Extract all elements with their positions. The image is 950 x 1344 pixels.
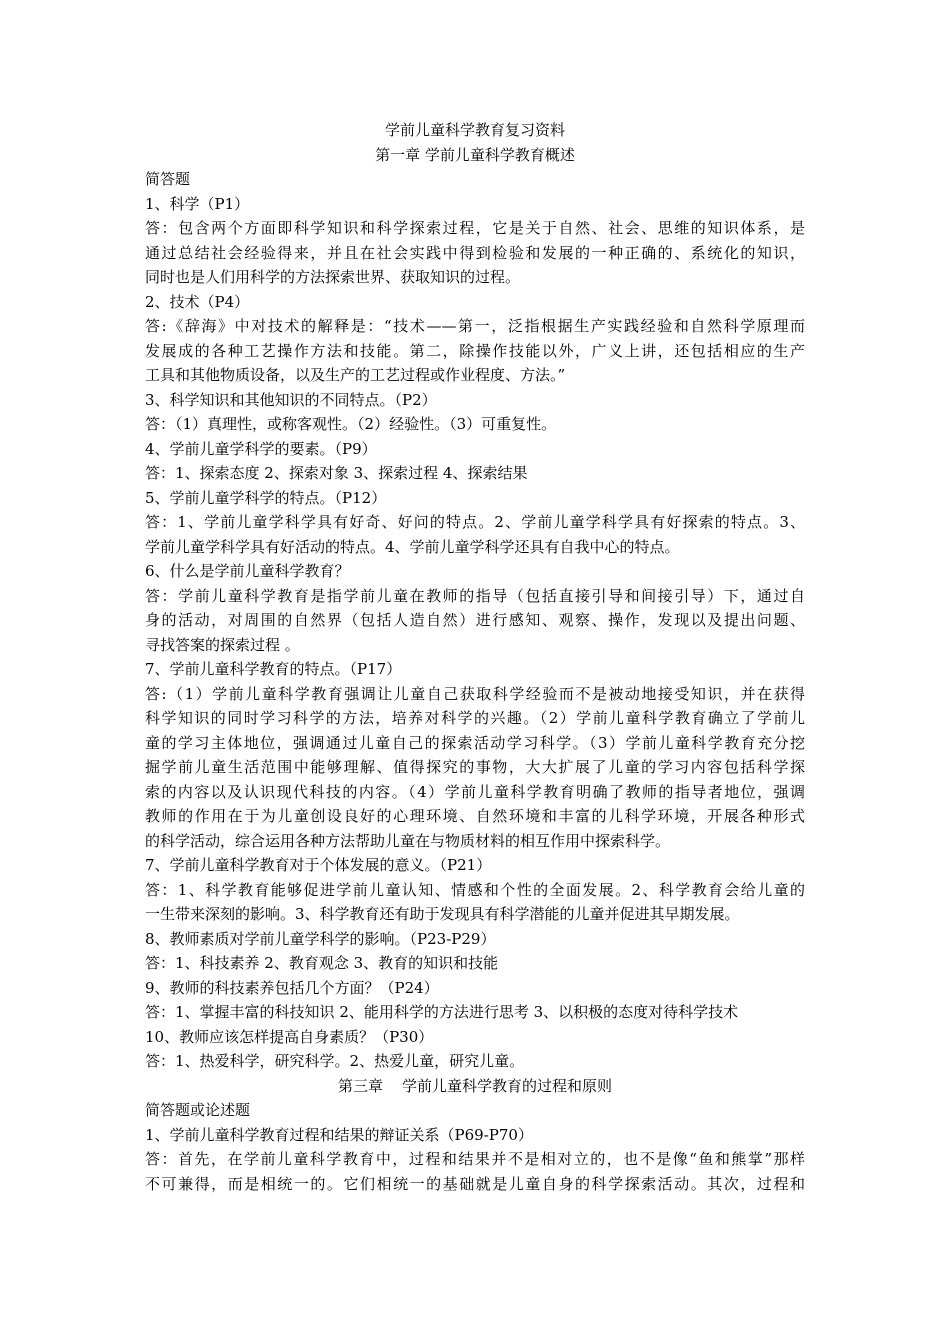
document-line: 答：1、探索态度 2、探索对象 3、探索过程 4、探索结果 bbox=[145, 464, 528, 482]
document-line: 答:（1）学前儿童科学教育强调让儿童自己获取科学经验而不是被动地接受知识，并在获得 bbox=[145, 684, 805, 703]
document-line: 简答题或论述题 bbox=[145, 1101, 251, 1119]
document-page bbox=[145, 118, 805, 1196]
document-line: 答：1、科学教育能够促进学前儿童认知、情感和个性的全面发展。2、科学教育会给儿童的 bbox=[145, 880, 805, 899]
document-line: 6、什么是学前儿童科学教育？ bbox=[145, 562, 350, 580]
document-line: 答:《辞海》中对技术的解释是：“技术——第一，泛指根据生产实践经验和自然科学原理而 bbox=[145, 317, 805, 335]
document-line: 教师的作用在于为儿童创设良好的心理环境、自然环境和丰富的儿科学环境，开展各种形式 bbox=[145, 807, 805, 825]
document-line: 7、学前儿童科学教育对于个体发展的意义。（P21） bbox=[145, 856, 492, 874]
document-title: 学前儿童科学教育复习资料 bbox=[384, 121, 565, 139]
document-line: 第三章 学前儿童科学教育的过程和原则 bbox=[337, 1076, 613, 1095]
document-line: 同时也是人们用科学的方法探索世界、获取知识的过程。 bbox=[145, 268, 521, 286]
document-line: 答：1、学前儿童学科学具有好奇、好问的特点。2、学前儿童学科学具有好探索的特点。3、 bbox=[145, 513, 805, 531]
document-line: 掘学前儿童生活范围中能够理解、值得探究的事物，大大扩展了儿童的学习内容包括科学探 bbox=[145, 758, 805, 776]
document-line: 身的活动，对周围的自然界（包括人造自然）进行感知、观察、操作，发现以及提出问题、 bbox=[145, 611, 805, 629]
document-line: 8、教师素质对学前儿童学科学的影响。（P23-P29） bbox=[145, 929, 496, 948]
document-line: 答：包含两个方面即科学知识和科学探索过程，它是关于自然、社会、思维的知识体系，是 bbox=[145, 219, 805, 237]
document-line: 答：学前儿童科学教育是指学前儿童在教师的指导（包括直接引导和间接引导）下，通过自 bbox=[145, 586, 805, 605]
document-line: 1、学前儿童科学教育过程和结果的辩证关系（P69-P70） bbox=[145, 1125, 533, 1144]
document-line: 答：1、科技素养 2、教育观念 3、教育的知识和技能 bbox=[145, 954, 499, 972]
document-line: 学前儿童学科学具有好活动的特点。4、学前儿童学科学还具有自我中心的特点。 bbox=[145, 537, 680, 556]
document-line: 7、学前儿童科学教育的特点。（P17） bbox=[145, 660, 402, 678]
document-line: 科学知识的同时学习科学的方法，培养对科学的兴趣。（2）学前儿童科学教育确立了学前儿 bbox=[145, 709, 805, 727]
document-line: 索的内容以及认识现代科技的内容。（4）学前儿童科学教育明确了教师的指导者地位，强调 bbox=[145, 782, 805, 801]
document-line: 答：1、热爱科学，研究科学。2、热爱儿童，研究儿童。 bbox=[145, 1052, 525, 1070]
document-line: 第一章 学前儿童科学教育概述 bbox=[375, 145, 575, 164]
document-line: 10、教师应该怎样提高自身素质？（P30） bbox=[145, 1027, 434, 1046]
document-line: 的科学活动，综合运用各种方法帮助儿童在与物质材料的相互作用中探索科学。 bbox=[145, 831, 671, 850]
document-line: 9、教师的科技素养包括几个方面？（P24） bbox=[145, 978, 439, 997]
document-line: 5、学前儿童学科学的特点。（P12） bbox=[145, 488, 387, 507]
document-line: 4、学前儿童学科学的要素。（P9） bbox=[145, 439, 377, 458]
document-line: 童的学习主体地位，强调通过儿童自己的探索活动学习科学。（3）学前儿童科学教育充分挖 bbox=[145, 733, 805, 752]
document-line: 答：1、掌握丰富的科技知识 2、能用科学的方法进行思考 3、以积极的态度对待科学技术 bbox=[145, 1003, 739, 1021]
document-line: 1、科学（P1） bbox=[145, 194, 250, 213]
document-body bbox=[145, 143, 805, 1197]
document-line: 答：首先，在学前儿童科学教育中，过程和结果并不是相对立的，也不是像“鱼和熊掌”那样 bbox=[145, 1150, 805, 1168]
document-line: 一生带来深刻的影响。3、科学教育还有助于发现具有科学潜能的儿童并促进其早期发展。 bbox=[145, 905, 740, 923]
document-line: 简答题 bbox=[145, 170, 191, 188]
document-line: 2、技术（P4） bbox=[145, 292, 250, 311]
document-line: 3、科学知识和其他知识的不同特点。（P2） bbox=[145, 390, 437, 409]
document-line: 答：（1）真理性，或称客观性。（2）经验性。（3）可重复性。 bbox=[145, 415, 557, 433]
document-line: 发展成的各种工艺操作方法和技能。第二，除操作技能以外，广义上讲，还包括相应的生产 bbox=[145, 341, 805, 360]
document-line: 寻找答案的探索过程 。 bbox=[145, 635, 300, 654]
document-line: 工具和其他物质设备，以及生产的工艺过程或作业程度、方法。” bbox=[145, 366, 566, 384]
document-line: 不可兼得，而是相统一的。它们相统一的基础就是儿童自身的科学探索活动。其次，过程和 bbox=[145, 1174, 805, 1193]
document-line: 通过总结社会经验得来，并且在社会实践中得到检验和发展的一种正确的、系统化的知识， bbox=[145, 243, 805, 262]
